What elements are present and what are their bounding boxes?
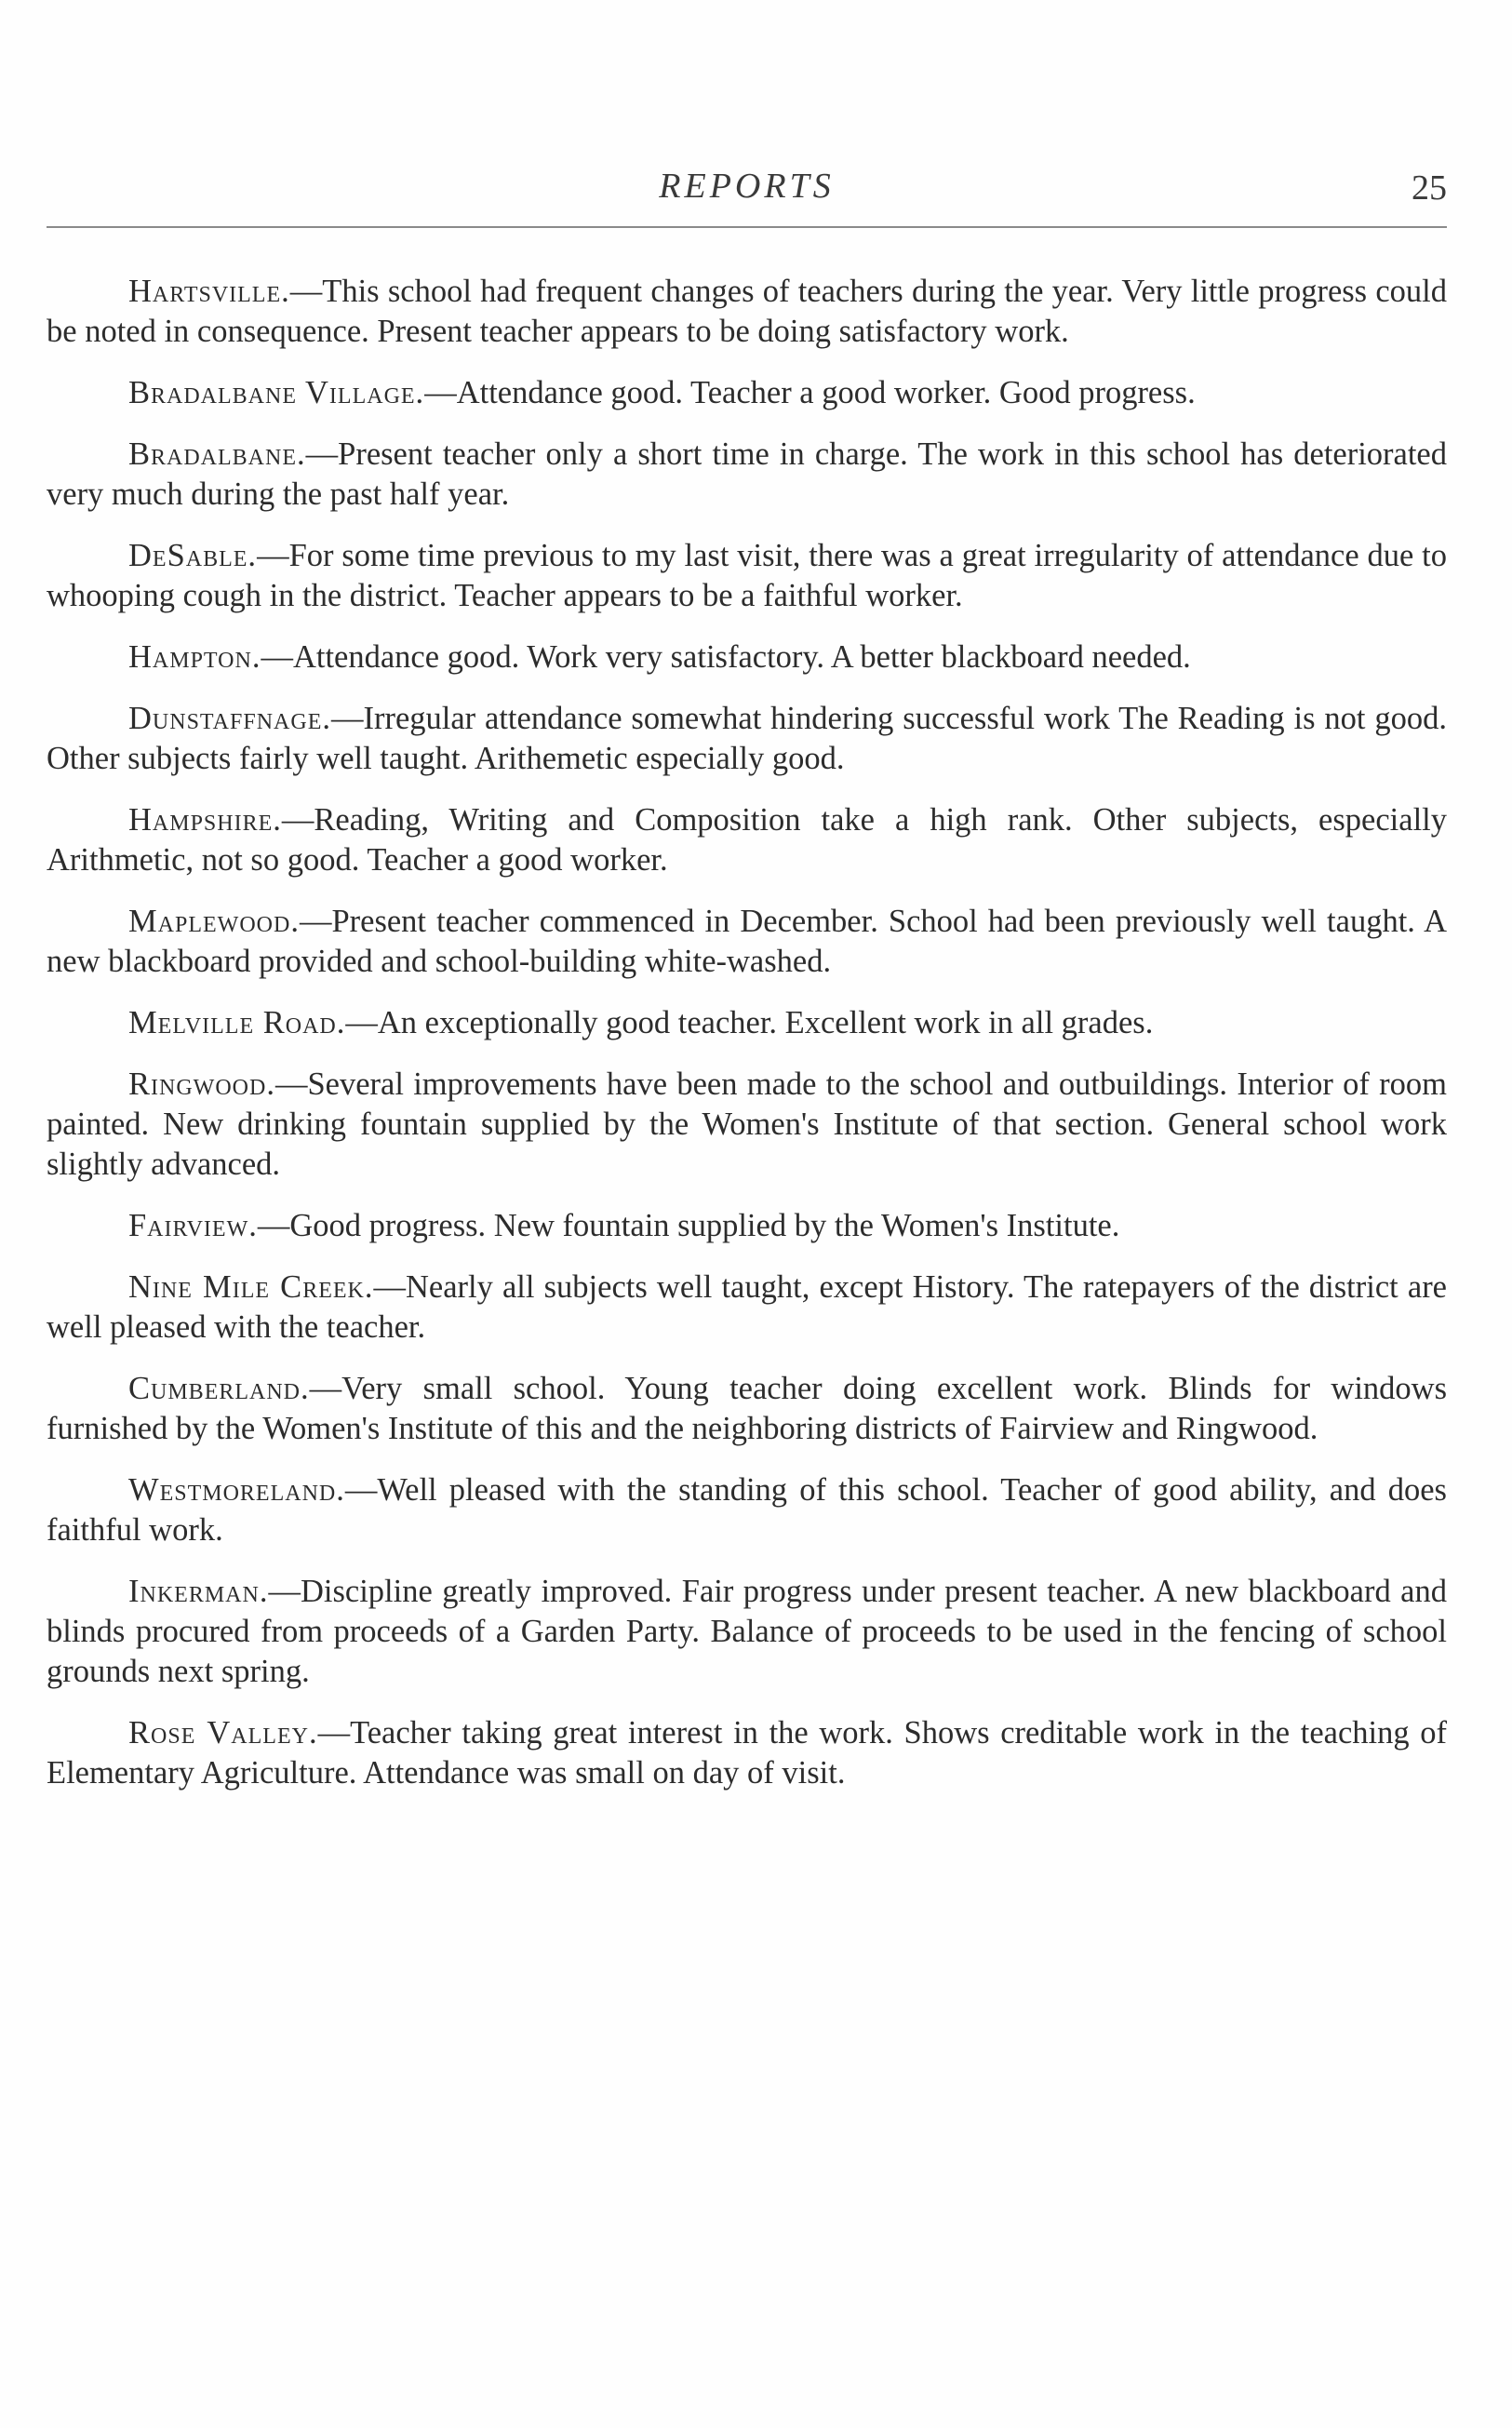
report-text: —Attendance good. Teacher a good worker. Good progress. [424, 375, 1196, 410]
report-text: —Attendance good. Work very satisfactory. A better blackboard needed. [261, 639, 1191, 675]
school-name: Hampshire. [128, 802, 282, 838]
school-name: Bradalbane. [128, 436, 306, 472]
school-name: Cumberland. [128, 1371, 310, 1406]
school-name: Inkerman. [128, 1574, 269, 1609]
school-name: Hartsville. [128, 274, 290, 309]
report-text: —This school had frequent changes of teachers during the year. Very little progress could be noted in consequence. Present teacher appears to be doing satisfactory work. [47, 274, 1447, 349]
header-divider [47, 226, 1447, 228]
page-number: 25 [1412, 168, 1447, 208]
report-rose-valley [47, 1713, 1447, 1793]
school-reports [47, 272, 1447, 1815]
school-name: Fairview. [128, 1208, 258, 1243]
report-bradalbane-village [47, 373, 1447, 413]
school-name: Maplewood. [128, 904, 300, 939]
running-head [47, 166, 1447, 218]
report-dunstaffnage [47, 699, 1447, 779]
report-cumberland [47, 1369, 1447, 1449]
report-desable [47, 536, 1447, 616]
school-name: Ringwood. [128, 1066, 275, 1102]
report-text: —Irregular attendance somewhat hindering successful work The Reading is not good. Other subjects fairly well taught. Arithemetic especially good. [47, 701, 1447, 776]
report-text: —Well pleased with the standing of this school. Teacher of good ability, and does faithful work. [47, 1472, 1447, 1548]
report-inkerman [47, 1572, 1447, 1692]
school-name: Rose Valley. [128, 1715, 318, 1751]
report-text: —Good progress. New fountain supplied by the Women's Institute. [257, 1208, 1120, 1243]
report-hampshire [47, 800, 1447, 880]
school-name: Dunstaffnage. [128, 701, 331, 736]
report-text: —Teacher taking great interest in the work. Shows creditable work in the teaching of Elementary Agriculture. Attendance was small on day of visit. [47, 1715, 1447, 1791]
report-text: —Present teacher only a short time in charge. The work in this school has deteriorated very much during the past half year. [47, 436, 1447, 512]
school-name: Nine Mile Creek. [128, 1269, 374, 1305]
report-nine-mile-creek [47, 1268, 1447, 1348]
report-ringwood [47, 1065, 1447, 1185]
report-maplewood [47, 902, 1447, 982]
report-text: —Reading, Writing and Composition take a high rank. Other subjects, especially Arithmetic, not so good. Teacher a good worker. [47, 802, 1447, 878]
school-name: Hampton. [128, 639, 261, 675]
report-text: —Nearly all subjects well taught, except History. The ratepayers of the district are well pleased with the teacher. [47, 1269, 1447, 1345]
report-fairview [47, 1206, 1447, 1246]
report-bradalbane [47, 435, 1447, 515]
report-westmoreland [47, 1470, 1447, 1550]
school-name: Westmoreland. [128, 1472, 345, 1508]
report-text: —An exceptionally good teacher. Excellent work in all grades. [345, 1005, 1154, 1040]
page-title: REPORTS [659, 167, 835, 206]
report-hartsville [47, 272, 1447, 352]
report-melville-road [47, 1003, 1447, 1043]
school-name: Bradalbane Village. [128, 375, 425, 410]
report-text: —Discipline greatly improved. Fair progress under present teacher. A new blackboard and blinds procured from proceeds of a Garden Party. Balance of proceeds to be used in the fencing of school grounds next spring. [47, 1574, 1447, 1689]
report-text: —Several improvements have been made to the school and outbuildings. Interior of room painted. New drinking fountain supplied by the Women's Institute of that section. General school work slightly advanced. [47, 1066, 1447, 1182]
report-hampton [47, 637, 1447, 677]
school-name: DeSable. [128, 538, 258, 573]
report-text: —For some time previous to my last visit, there was a great irregularity of attendance due to whooping cough in the district. Teacher appears to be a faithful worker. [47, 538, 1447, 613]
school-name: Melville Road. [128, 1005, 346, 1040]
report-text: —Present teacher commenced in December. School had been previously well taught. A new blackboard provided and school-building white-washed. [47, 904, 1447, 979]
report-text: —Very small school. Young teacher doing excellent work. Blinds for windows furnished by the Women's Institute of this and the neighboring districts of Fairview and Ringwood. [47, 1371, 1447, 1446]
